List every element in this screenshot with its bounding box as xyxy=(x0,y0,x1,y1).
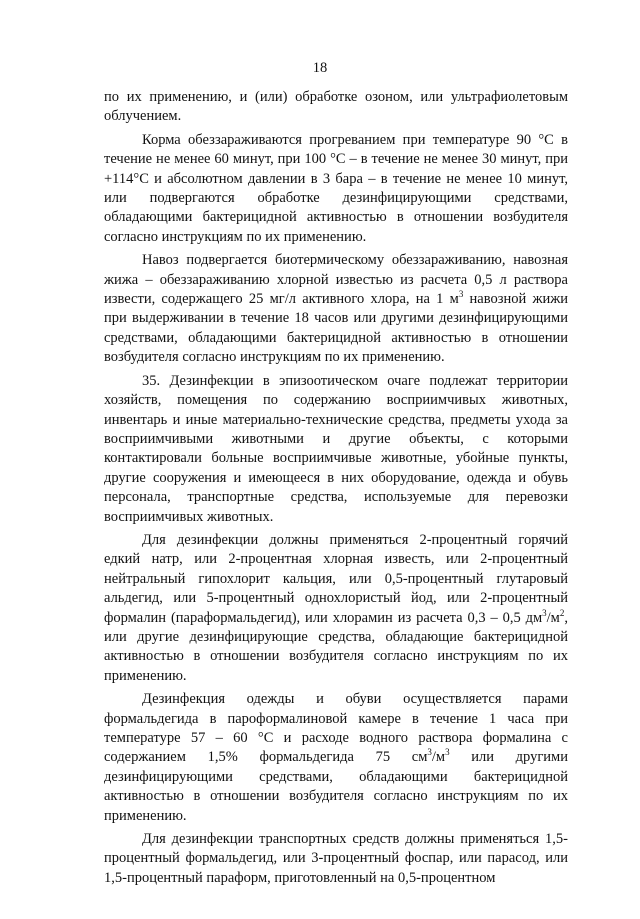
paragraph-text: по их применению, и (или) обработке озоном, или ультрафиолетовым облучением. xyxy=(104,89,568,125)
paragraph-manure-disinfection xyxy=(104,251,568,367)
paragraph-text: Корма обеззараживаются прогреванием при температуре 90 °C в течение не менее 60 минут, при 100 °C – в течение не менее 30 минут, при +114°C и абсолютном давлении в 3 бара – в течение не менее 10 минут, или подвергаются обработке дезинфицирующими средствами, обладающими бактерицидной активностью в отношении возбудителя согласно инструкциям по их применению. xyxy=(104,131,568,245)
paragraph-text: Для дезинфекции должны применяться 2-процентный горячий едкий натр, или 2-процентная хлорная известь, или 2-процентный нейтральный гипохлорит кальция, или 0,5-процентный глутаровый альдегид, или 5-процентный однохлористый йод, или 2-процентный формалин (параформальдегид), или хлорамин из расчета 0,3 – 0,5 дм xyxy=(104,531,568,626)
paragraph-text: /м xyxy=(546,609,560,626)
paragraph-text: , или другие дезинфицирующие средства, обладающие бактерицидной активностью в отношении возбудителя согласно инструкциям по их применению. xyxy=(104,609,568,684)
paragraph-text: 35. Дезинфекции в эпизоотическом очаге подлежат территории хозяйств, помещения по содержанию восприимчивых животных, инвентарь и иные материально-технические средства, предметы ухода за восприимчивыми животными и другие объекты, с которыми контактировали больные восприимчивые животные, убойные пункты, другие сооружения и имеющееся в них оборудование, одежда и обувь персонала, транспортные средства, используемые для перевозки восприимчивых животных. xyxy=(104,372,568,525)
paragraph-transport-disinfection xyxy=(104,830,568,888)
paragraph-text: /м xyxy=(431,749,446,766)
paragraph-text: навозной жижи при выдерживании в течение 18 часов или другими дезинфицирующими средствами, обладающими бактерицидной активностью в отношении возбудителя согласно инструкциям по их применению. xyxy=(104,291,568,366)
paragraph-text: Для дезинфекции транспортных средств должны применяться 1,5-процентный формальдегид, или 3-процентный фоспар, или парасод, или 1,5-процентный параформ, приготовленный на 0,5-процентном xyxy=(104,831,568,886)
document-body xyxy=(104,88,568,888)
paragraph-disinfectants xyxy=(104,531,568,686)
paragraph-item-35 xyxy=(104,372,568,527)
paragraph-continuation xyxy=(104,88,568,127)
paragraph-text: или другими дезинфицирующими средствами, обладающими бактерицидной активностью в отношении возбудителя согласно инструкциям по их применению. xyxy=(104,749,568,824)
superscript: 3 xyxy=(458,289,464,300)
superscript: 3 xyxy=(542,607,547,618)
paragraph-clothing-disinfection xyxy=(104,690,568,826)
superscript: 3 xyxy=(427,747,432,758)
paragraph-text: Навоз подвергается биотермическому обеззараживанию, навозная жижа – обеззараживанию хлорной известью из расчета 0,5 л раствора извести, содержащего 25 мг/л активного хлора, на 1 м xyxy=(104,252,568,308)
page-number: 18 xyxy=(312,60,328,76)
paragraph-text: Дезинфекция одежды и обуви осуществляется парами формальдегида в пароформалиновой камере в течение 1 часа при температуре 57 – 60 °C и расходе водного раствора формалина с содержанием 1,5% формальдегида 75 см xyxy=(104,691,568,766)
superscript: 3 xyxy=(445,747,450,758)
paragraph-feed-disinfection xyxy=(104,131,568,247)
superscript: 2 xyxy=(559,607,565,618)
